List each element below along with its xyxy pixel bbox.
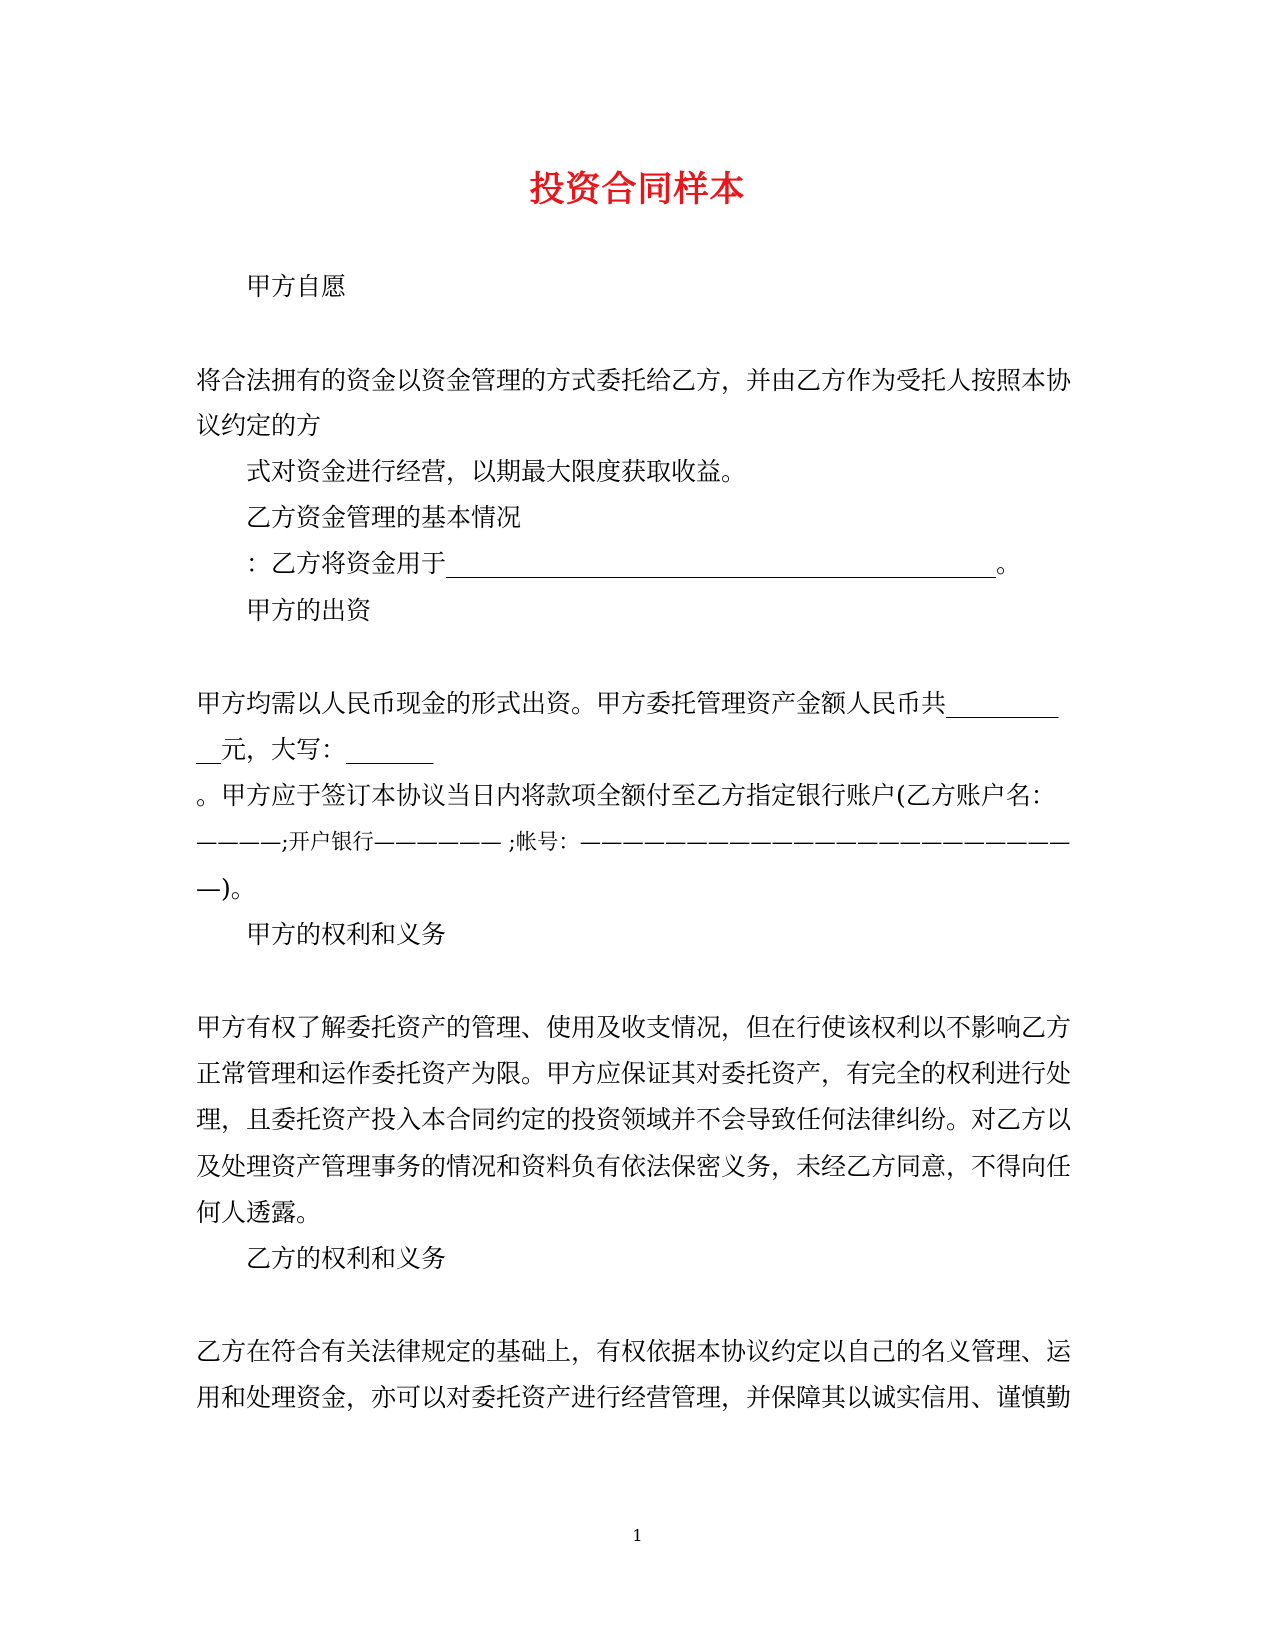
text-line: —)。: [196, 874, 256, 903]
page-number: 1: [632, 1526, 643, 1545]
text-line: 用和处理资金，亦可以对委托资产进行经营管理，并保障其以诚实信用、谨慎勤: [196, 1383, 1072, 1412]
text-line: 甲方均需以人民币现金的形式出资。甲方委托管理资产金额人民币共_________: [196, 689, 1059, 718]
text-line: 理，且委托资产投入本合同约定的投资领域并不会导致任何法律纠纷。对乙方以: [196, 1105, 1072, 1134]
text-line: 甲方的权利和义务: [246, 920, 447, 949]
text-line: 乙方的权利和义务: [246, 1244, 447, 1273]
text-line: __元，大写：_______: [196, 735, 434, 764]
text-line: 议约定的方: [196, 411, 322, 440]
text-line: 及处理资产管理事务的情况和资料负有依法保密义务，未经乙方同意，不得向任: [196, 1152, 1072, 1181]
text-line: 式对资金进行经营，以期最大限度获取收益。: [246, 457, 747, 486]
text-line: 正常管理和运作委托资产为限。甲方应保证其对委托资产，有完全的权利进行处: [196, 1059, 1072, 1088]
text-line: ————;开户银行—————— ;帐号：———————————————————————: [196, 830, 1071, 855]
text-line: 甲方的出资: [246, 596, 372, 625]
text-line: 乙方在符合有关法律规定的基础上，有权依据本协议约定以自己的名义管理、运: [196, 1337, 1072, 1366]
text-line: 将合法拥有的资金以资金管理的方式委托给乙方，并由乙方作为受托人按照本协: [196, 366, 1072, 395]
text-line: 甲方有权了解委托资产的管理、使用及收支情况，但在行使该权利以不影响乙方: [196, 1013, 1072, 1042]
text-line: 乙方资金管理的基本情况: [246, 503, 522, 532]
document-title: 投资合同样本: [529, 169, 746, 210]
text-line: 甲方自愿: [246, 272, 347, 301]
text-line: 。甲方应于签订本协议当日内将款项全额付至乙方指定银行账户(乙方账户名：: [196, 781, 1056, 810]
text-line: ：乙方将资金用于____________________________________________。: [246, 549, 1022, 578]
text-line: 何人透露。: [196, 1198, 322, 1227]
